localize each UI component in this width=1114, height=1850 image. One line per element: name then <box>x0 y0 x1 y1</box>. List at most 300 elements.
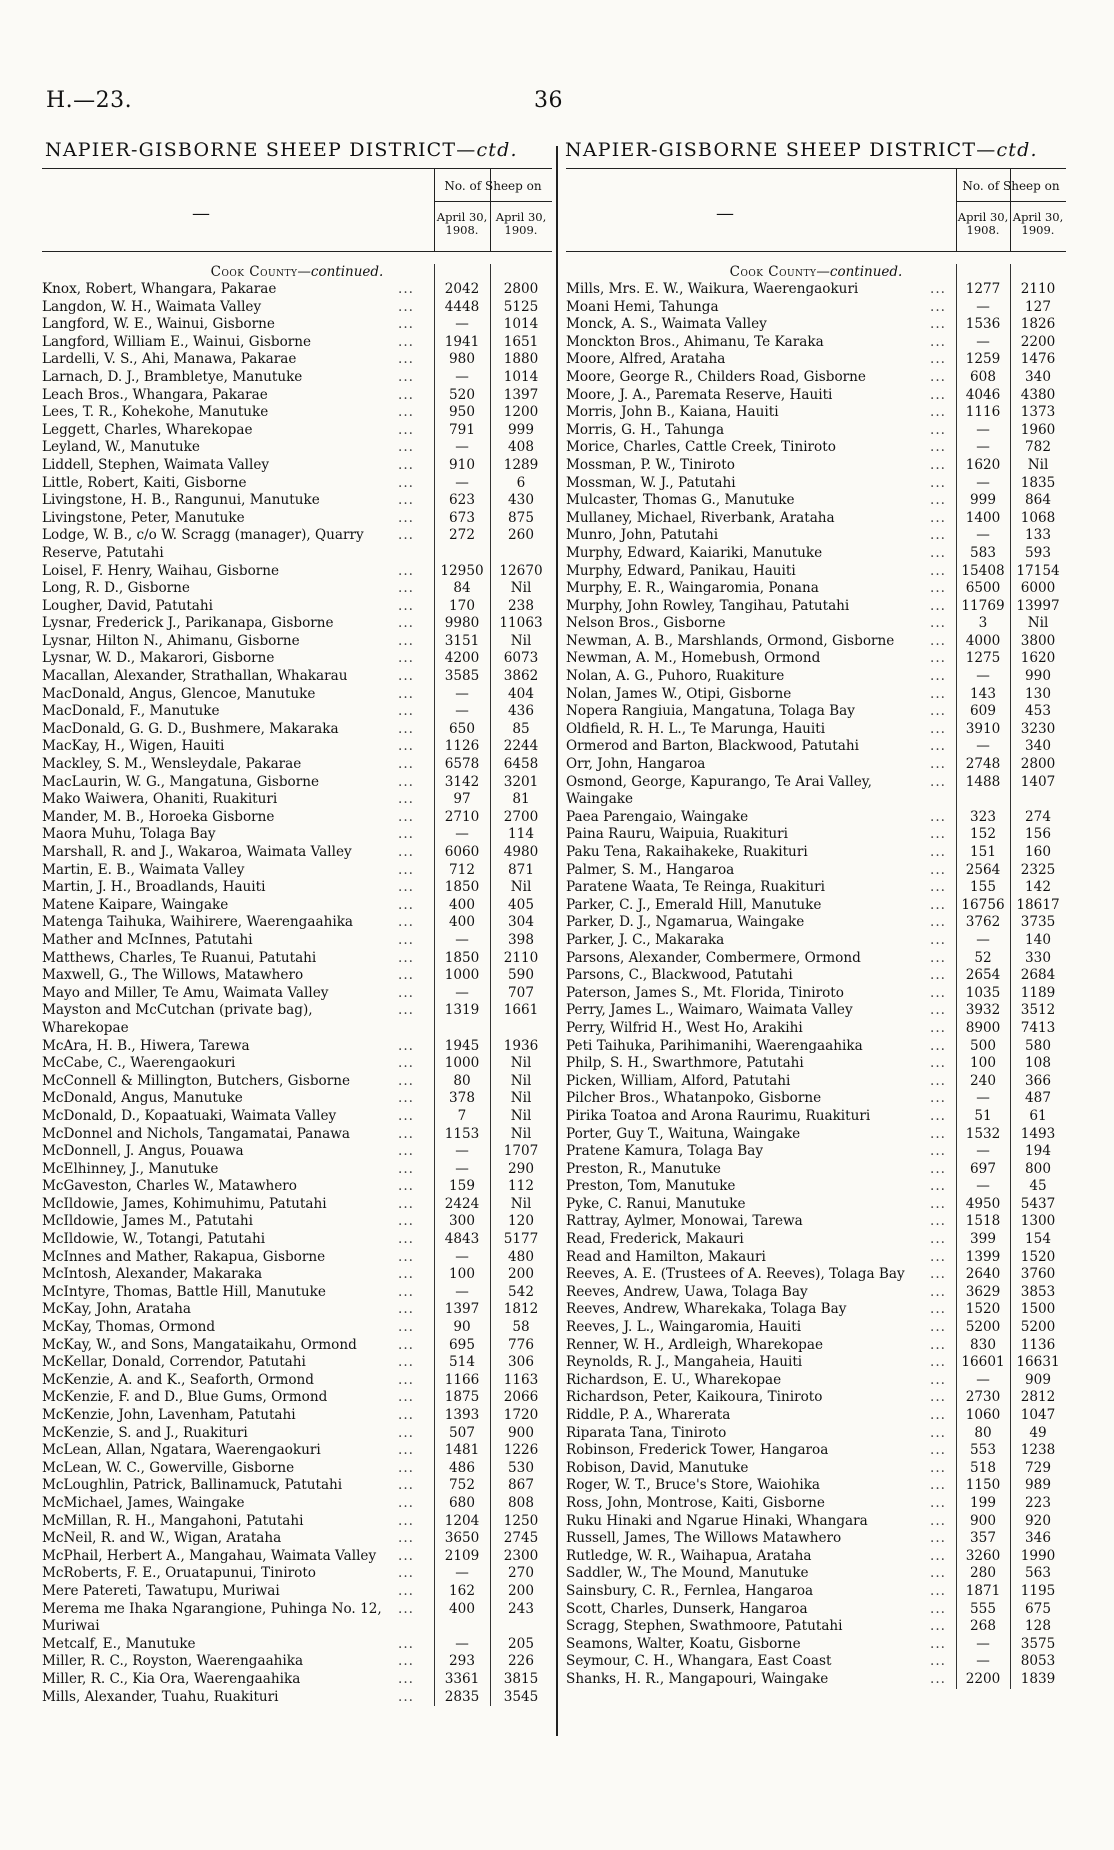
sheep-count-1909: 3760 <box>1020 1266 1056 1283</box>
left-column <box>42 168 552 1706</box>
sheep-count-1909: 2110 <box>1020 281 1056 297</box>
table-row <box>42 1407 552 1425</box>
right-table-body <box>566 264 1066 1689</box>
table-row <box>42 457 552 475</box>
leader-dots: ... <box>930 773 946 790</box>
sheep-count-1908: 1259 <box>965 351 1001 368</box>
sheep-count-1909: 330 <box>1025 949 1051 966</box>
sheep-count-1908: 2730 <box>965 1389 1001 1406</box>
table-row <box>566 1038 1066 1056</box>
table-row <box>42 1196 552 1214</box>
leader-dots: ... <box>930 492 946 509</box>
leader-dots: ... <box>930 668 946 685</box>
sheep-count-1908: 15408 <box>961 562 1005 579</box>
sheep-count-1908: 3932 <box>965 1002 1001 1019</box>
leader-dots: ... <box>398 421 414 438</box>
owner-name: Scott, Charles, Dunserk, Hangaroa <box>566 1600 808 1617</box>
table-row <box>566 1126 1066 1144</box>
sheep-count-1908: — <box>976 439 990 456</box>
sheep-count-1908: 3910 <box>965 720 1001 737</box>
owner-name: Saddler, W., The Mound, Manutuke <box>566 1565 809 1582</box>
owner-name: MacDonald, Angus, Glencoe, Manutuke <box>42 685 316 702</box>
table-row <box>566 1477 1066 1495</box>
leader-dots: ... <box>398 1670 414 1687</box>
sheep-count-1909: 782 <box>1025 439 1051 456</box>
table-row <box>566 510 1066 528</box>
sheep-count-1909: 867 <box>508 1477 534 1494</box>
sheep-count-1908: — <box>976 668 990 685</box>
leader-dots: ... <box>398 1195 414 1212</box>
table-row <box>42 985 552 1003</box>
table-row <box>566 1090 1066 1108</box>
leader-dots: ... <box>930 509 946 526</box>
sheep-count-1908: 4950 <box>965 1195 1001 1212</box>
leader-dots: ... <box>398 808 414 825</box>
owner-name: McKay, Thomas, Ormond <box>42 1319 216 1336</box>
sheep-count-1909: 2700 <box>503 808 539 825</box>
table-row <box>566 492 1066 510</box>
sheep-count-1908: 52 <box>974 949 992 966</box>
left-district-title: NAPIER-GISBORNE SHEEP DISTRICT—ctd. <box>45 139 518 161</box>
sheep-count-1908: 3151 <box>444 632 480 649</box>
leader-dots: ... <box>930 931 946 948</box>
leader-dots: ... <box>398 1213 414 1230</box>
leader-dots: ... <box>930 826 946 843</box>
owner-name: Read, Frederick, Makauri <box>566 1231 744 1248</box>
leader-dots: ... <box>930 544 946 561</box>
owner-name: Martin, J. H., Broadlands, Hauiti <box>42 879 266 896</box>
sheep-count-1909: 453 <box>1025 703 1051 720</box>
sheep-count-1908: 650 <box>449 720 475 737</box>
leader-dots: ... <box>930 1072 946 1089</box>
table-row <box>566 1301 1066 1319</box>
leader-dots: ... <box>398 615 414 632</box>
table-row <box>566 1161 1066 1179</box>
leader-dots: ... <box>930 1160 946 1177</box>
leader-dots: ... <box>930 1407 946 1423</box>
sheep-count-1909: 16631 <box>1016 1354 1060 1371</box>
owner-name: Murphy, John Rowley, Tangihau, Patutahi <box>566 597 850 614</box>
sheep-count-1909: 7413 <box>1020 1019 1056 1036</box>
owner-name: Moore, George R., Childers Road, Gisborne <box>566 368 866 385</box>
sheep-count-1909: 1707 <box>503 1143 539 1160</box>
leader-dots: ... <box>398 1301 414 1318</box>
owner-name: Preston, R., Manutuke <box>566 1160 721 1177</box>
owner-name: Mullaney, Michael, Riverbank, Arataha <box>566 509 835 526</box>
owner-name: Riparata Tana, Tiniroto <box>566 1424 727 1441</box>
sheep-count-1908: 11769 <box>961 597 1005 614</box>
sheep-count-1909: Nil <box>510 1090 532 1107</box>
sheep-count-1908: 1536 <box>965 316 1001 333</box>
owner-name: Ormerod and Barton, Blackwood, Patutahi <box>566 738 859 755</box>
leader-dots: ... <box>930 844 946 860</box>
owner-name: McIldowie, James, Kohimuhimu, Patutahi <box>42 1195 327 1212</box>
owner-name: Long, R. D., Gisborne <box>42 580 190 597</box>
sheep-count-1909: 430 <box>508 492 534 509</box>
table-row <box>566 563 1066 581</box>
table-row <box>42 475 552 493</box>
sheep-count-1908: 1035 <box>965 984 1001 1001</box>
owner-name: Seamons, Walter, Koatu, Gisborne <box>566 1635 801 1652</box>
owner-name: McIntyre, Thomas, Battle Hill, Manutuke <box>42 1283 326 1300</box>
sheep-count-1909: 871 <box>508 861 534 878</box>
leader-dots: ... <box>398 1107 414 1124</box>
leader-dots: ... <box>398 281 414 297</box>
owner-name: Orr, John, Hangaroa <box>566 756 706 773</box>
leader-dots: ... <box>930 1107 946 1124</box>
owner-name: Lardelli, V. S., Ahi, Manawa, Pakarae <box>42 351 297 368</box>
table-row <box>42 1389 552 1407</box>
owner-name: Parker, C. J., Emerald Hill, Manutuke <box>566 896 822 913</box>
table-row <box>42 615 552 633</box>
leader-dots: ... <box>930 967 946 984</box>
table-row <box>566 334 1066 352</box>
owner-name: Mulcaster, Thomas G., Manutuke <box>566 492 795 509</box>
sheep-count-1908: 1153 <box>444 1125 480 1142</box>
owner-name: Sainsbury, C. R., Fernlea, Hangaroa <box>566 1582 814 1599</box>
leader-dots: ... <box>398 1231 414 1248</box>
sheep-count-1909: 487 <box>1025 1090 1051 1107</box>
table-row <box>42 1266 552 1284</box>
leader-dots: ... <box>930 562 946 579</box>
table-row <box>42 703 552 721</box>
table-row <box>566 862 1066 880</box>
table-row <box>566 369 1066 387</box>
sheep-count-1909: 154 <box>1025 1231 1051 1248</box>
owner-name: Liddell, Stephen, Waimata Valley <box>42 456 270 473</box>
sheep-count-1908: 357 <box>970 1530 996 1547</box>
table-row <box>42 774 552 792</box>
sheep-count-1909: 398 <box>508 931 534 948</box>
table-row <box>566 1178 1066 1196</box>
leader-dots: ... <box>930 1266 946 1283</box>
sheep-count-1908: 2748 <box>965 756 1001 773</box>
table-row <box>42 879 552 897</box>
sheep-count-1909: 990 <box>1025 668 1051 685</box>
sheep-count-1909: 13997 <box>1016 597 1060 614</box>
owner-name: Nolan, James W., Otipi, Gisborne <box>566 685 792 702</box>
owner-name: Reeves, Andrew, Wharekaka, Tolaga Bay <box>566 1301 847 1318</box>
sheep-count-1908: 12950 <box>440 562 484 579</box>
sheep-count-1909: 3800 <box>1020 632 1056 649</box>
leader-dots: ... <box>930 720 946 737</box>
sheep-count-1909: 133 <box>1025 527 1051 544</box>
sheep-count-1908: 272 <box>449 527 475 544</box>
owner-name: Robinson, Frederick Tower, Hangaroa <box>566 1442 829 1459</box>
sheep-count-1908: — <box>455 1248 469 1265</box>
sheep-count-1909: 5200 <box>1020 1319 1056 1336</box>
sheep-count-1908: — <box>976 421 990 438</box>
owner-name: Matene Kaipare, Waingake <box>42 896 229 913</box>
leader-dots: ... <box>398 914 414 931</box>
sheep-count-1909: Nil <box>510 580 532 597</box>
table-row <box>42 1671 552 1689</box>
sheep-count-1909: 340 <box>1025 368 1051 385</box>
leader-dots: ... <box>930 386 946 403</box>
table-row <box>566 1565 1066 1583</box>
owner-name: Macallan, Alexander, Strathallan, Whakarau <box>42 668 348 685</box>
table-row <box>42 686 552 704</box>
leader-dots: ... <box>398 738 414 755</box>
header-col-1908: April 30, 1908. <box>436 210 488 237</box>
table-row <box>42 527 552 562</box>
table-row <box>566 844 1066 862</box>
leader-dots: ... <box>930 333 946 350</box>
leader-dots: ... <box>930 456 946 473</box>
leader-dots: ... <box>398 597 414 614</box>
sheep-count-1909: 5177 <box>503 1231 539 1248</box>
owner-name: Langdon, W. H., Waimata Valley <box>42 298 262 315</box>
owner-name: Maora Muhu, Tolaga Bay <box>42 826 216 843</box>
sheep-count-1908: 6500 <box>965 580 1001 597</box>
owner-name: Mills, Alexander, Tuahu, Ruakituri <box>42 1688 279 1705</box>
sheep-count-1909: 1880 <box>503 351 539 368</box>
leader-dots: ... <box>398 1442 414 1459</box>
owner-name: McKenzie, S. and J., Ruakituri <box>42 1424 248 1441</box>
leader-dots: ... <box>930 1037 946 1054</box>
leader-dots: ... <box>398 668 414 685</box>
sheep-count-1908: — <box>976 1653 990 1670</box>
table-row <box>566 1425 1066 1443</box>
owner-name: Porter, Guy T., Waituna, Waingake <box>566 1125 801 1142</box>
owner-name: Renner, W. H., Ardleigh, Wharekopae <box>566 1336 824 1353</box>
owner-name: Miller, R. C., Royston, Waerengaahika <box>42 1653 304 1670</box>
sheep-count-1909: 808 <box>508 1494 534 1511</box>
owner-name: McConnell & Millington, Butchers, Gisborne <box>42 1072 351 1089</box>
table-row <box>566 527 1066 545</box>
leader-dots: ... <box>398 984 414 1001</box>
sheep-count-1908: 980 <box>449 351 475 368</box>
sheep-count-1908: 1000 <box>444 1055 480 1072</box>
owner-name: Mere Patereti, Tawatupu, Muriwai <box>42 1582 280 1599</box>
owner-name: Pyke, C. Ranui, Manutuke <box>566 1195 746 1212</box>
sheep-count-1909: 900 <box>508 1424 534 1441</box>
sheep-count-1909: 436 <box>508 703 534 720</box>
sheep-count-1909: 1189 <box>1020 984 1056 1001</box>
left-table-body <box>42 264 552 1706</box>
owner-name: Parker, D. J., Ngamarua, Waingake <box>566 914 805 931</box>
sheep-count-1909: Nil <box>510 1055 532 1072</box>
sheep-count-1909: 776 <box>508 1336 534 1353</box>
leader-dots: ... <box>398 1494 414 1511</box>
leader-dots: ... <box>398 826 414 843</box>
sheep-count-1908: 162 <box>449 1582 475 1599</box>
leader-dots: ... <box>930 1178 946 1195</box>
table-row <box>42 404 552 422</box>
table-row <box>42 967 552 985</box>
leader-dots: ... <box>398 527 414 544</box>
table-row <box>42 1284 552 1302</box>
sheep-count-1908: 1850 <box>444 879 480 896</box>
table-row <box>566 738 1066 756</box>
leader-dots: ... <box>398 1248 414 1265</box>
sheep-count-1908: 4843 <box>444 1231 480 1248</box>
leader-dots: ... <box>398 1072 414 1089</box>
table-row <box>566 650 1066 668</box>
table-row <box>566 967 1066 985</box>
leader-dots: ... <box>930 597 946 614</box>
sheep-count-1909: 140 <box>1025 931 1051 948</box>
table-row <box>42 1653 552 1671</box>
sheep-count-1909: 1397 <box>503 386 539 403</box>
sheep-count-1908: 910 <box>449 456 475 473</box>
sheep-count-1909: 1960 <box>1020 421 1056 438</box>
header-col-1909: April 30, 1909. <box>1012 210 1064 237</box>
sheep-count-1908: — <box>455 984 469 1001</box>
leader-dots: ... <box>398 773 414 790</box>
owner-name: Leach Bros., Whangara, Pakarae <box>42 386 268 403</box>
sheep-count-1909: 5437 <box>1020 1195 1056 1212</box>
sheep-count-1909: 1238 <box>1020 1442 1056 1459</box>
owner-name: McKay, John, Arataha <box>42 1301 191 1318</box>
table-row <box>566 1231 1066 1249</box>
table-row <box>42 668 552 686</box>
table-row <box>42 897 552 915</box>
sheep-count-1909: 2684 <box>1020 967 1056 984</box>
owner-name: MacDonald, G. G. D., Bushmere, Makaraka <box>42 720 339 737</box>
table-row <box>566 1548 1066 1566</box>
owner-name: Preston, Tom, Manutuke <box>566 1178 736 1195</box>
sheep-count-1908: 2710 <box>444 808 480 825</box>
table-row <box>42 1372 552 1390</box>
leader-dots: ... <box>398 844 414 860</box>
leader-dots: ... <box>398 1477 414 1494</box>
sheep-count-1909: Nil <box>1027 615 1049 632</box>
owner-name: Mossman, W. J., Patutahi <box>566 474 736 491</box>
leader-dots: ... <box>398 1653 414 1670</box>
table-row <box>566 422 1066 440</box>
table-row <box>42 369 552 387</box>
table-row <box>566 950 1066 968</box>
owner-name: McMillan, R. H., Mangahoni, Patutahi <box>42 1512 304 1529</box>
owner-name: Rutledge, W. R., Waihapua, Arataha <box>566 1547 812 1564</box>
sheep-count-1909: 226 <box>508 1653 534 1670</box>
sheep-count-1908: — <box>455 1283 469 1300</box>
leader-dots: ... <box>930 861 946 878</box>
sheep-count-1908: 752 <box>449 1477 475 1494</box>
leader-dots: ... <box>930 1600 946 1617</box>
sheep-count-1908: 712 <box>449 861 475 878</box>
sheep-count-1909: 408 <box>508 439 534 456</box>
table-row <box>566 1213 1066 1231</box>
table-row <box>42 1495 552 1513</box>
table-row <box>42 1126 552 1144</box>
leader-dots: ... <box>398 1547 414 1564</box>
table-row <box>42 950 552 968</box>
sheep-count-1908: 268 <box>970 1618 996 1635</box>
leader-dots: ... <box>930 439 946 456</box>
sheep-count-1909: 6458 <box>503 756 539 773</box>
table-row <box>42 351 552 369</box>
sheep-count-1908: 6060 <box>444 844 480 860</box>
owner-name: McMichael, James, Waingake <box>42 1494 245 1511</box>
sheep-count-1908: 1400 <box>965 509 1001 526</box>
owner-name: McNeil, R. and W., Wigan, Arataha <box>42 1530 282 1547</box>
sheep-count-1908: 151 <box>970 844 996 860</box>
sheep-count-1908: 170 <box>449 597 475 614</box>
leader-dots: ... <box>398 949 414 966</box>
table-row <box>566 1601 1066 1619</box>
sheep-count-1908: — <box>455 1565 469 1582</box>
sheep-count-1908: — <box>455 439 469 456</box>
leader-dots: ... <box>930 1231 946 1248</box>
sheep-count-1908: — <box>455 1635 469 1652</box>
owner-name: McKellar, Donald, Correndor, Patutahi <box>42 1354 306 1371</box>
sheep-count-1908: 7 <box>457 1107 467 1124</box>
sheep-count-1909: 1661 <box>503 1002 539 1019</box>
sheep-count-1908: — <box>455 703 469 720</box>
owner-name: Marshall, R. and J., Wakaroa, Waimata Valley <box>42 844 352 860</box>
leader-dots: ... <box>398 756 414 773</box>
leader-dots: ... <box>398 1530 414 1547</box>
owner-name: McDonald, Angus, Manutuke <box>42 1090 243 1107</box>
sheep-count-1909: 2745 <box>503 1530 539 1547</box>
owner-name: Livingstone, H. B., Rangunui, Manutuke <box>42 492 320 509</box>
leader-dots: ... <box>398 861 414 878</box>
sheep-count-1909: 1047 <box>1020 1407 1056 1423</box>
sheep-count-1909: 1407 <box>1020 773 1056 790</box>
owner-name: McKenzie, A. and K., Seaforth, Ormond <box>42 1371 314 1388</box>
sheep-count-1908: 1518 <box>965 1213 1001 1230</box>
right-district-title: NAPIER-GISBORNE SHEEP DISTRICT—ctd. <box>565 139 1038 161</box>
sheep-count-1909: 306 <box>508 1354 534 1371</box>
owner-name: Murphy, E. R., Waingaromia, Ponana <box>566 580 819 597</box>
table-row <box>42 914 552 932</box>
sheep-count-1909: 120 <box>508 1213 534 1230</box>
sheep-count-1909: 1936 <box>503 1037 539 1054</box>
table-row <box>566 404 1066 422</box>
owner-name: Mather and McInnes, Patutahi <box>42 931 253 948</box>
sheep-count-1908: 4046 <box>965 386 1001 403</box>
table-row <box>42 862 552 880</box>
sheep-count-1908: 323 <box>970 808 996 825</box>
column-divider <box>556 146 558 1736</box>
table-row <box>566 1407 1066 1425</box>
owner-name: Lougher, David, Patutahi <box>42 597 214 614</box>
owner-name: Perry, Wilfrid H., West Ho, Arakihi <box>566 1019 803 1036</box>
table-row <box>566 1636 1066 1654</box>
sheep-count-1908: — <box>976 1371 990 1388</box>
sheep-count-1908: 1275 <box>965 650 1001 667</box>
table-row <box>42 334 552 352</box>
sheep-count-1908: 300 <box>449 1213 475 1230</box>
table-row <box>566 1495 1066 1513</box>
header-col-1908: April 30, 1908. <box>957 210 1009 237</box>
sheep-count-1909: 243 <box>508 1600 534 1617</box>
table-row <box>566 1319 1066 1337</box>
sheep-count-1909: 130 <box>1025 685 1051 702</box>
sheep-count-1908: 1204 <box>444 1512 480 1529</box>
sheep-count-1909: 346 <box>1025 1530 1051 1547</box>
leader-dots: ... <box>930 949 946 966</box>
sheep-count-1908: 520 <box>449 386 475 403</box>
leader-dots: ... <box>398 720 414 737</box>
sheep-count-1909: Nil <box>510 1195 532 1212</box>
owner-name: Matthews, Charles, Te Ruanui, Patutahi <box>42 949 317 966</box>
sheep-count-1909: 3735 <box>1020 914 1056 931</box>
sheep-count-1909: 142 <box>1025 879 1051 896</box>
sheep-count-1908: 51 <box>974 1107 992 1124</box>
table-row <box>42 1231 552 1249</box>
sheep-count-1909: 2244 <box>503 738 539 755</box>
owner-name: Pilcher Bros., Whatanpoko, Gisborne <box>566 1090 822 1107</box>
leader-dots: ... <box>930 632 946 649</box>
sheep-count-1908: 507 <box>449 1424 475 1441</box>
table-row <box>42 738 552 756</box>
leader-dots: ... <box>930 1354 946 1371</box>
sheep-count-1909: 1300 <box>1020 1213 1056 1230</box>
sheep-count-1908: — <box>976 1635 990 1652</box>
